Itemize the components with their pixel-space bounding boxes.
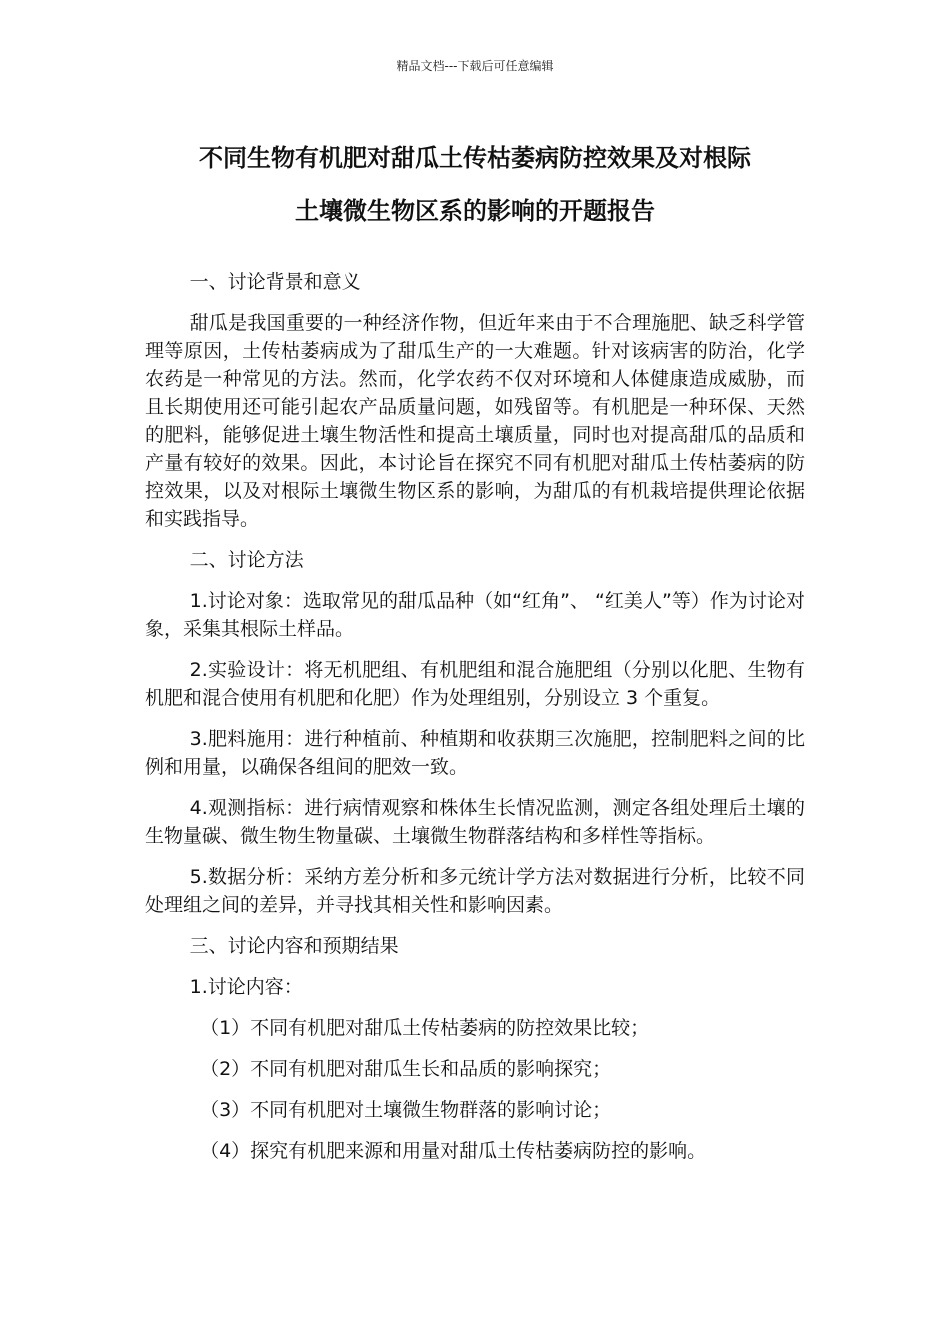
document-body <box>145 268 805 1178</box>
paragraph-background: 甜瓜是我国重要的一种经济作物，但近年来由于不合理施肥、缺乏科学管理等原因，土传枯萎病成为了甜瓜生产的一大难题。针对该病害的防治，化学农药是一种常见的方法。然而，化学农药不仅对环境和人体健康造成威胁，而且长期使用还可能引起农产品质量问题，如残留等。有机肥是一种环保、天然的肥料，能够促进土壤生物活性和提高土壤质量，同时也对提高甜瓜的品质和产量有较好的效果。因此，本讨论旨在探究不同有机肥对甜瓜土传枯萎病的防控效果，以及对根际土壤微生物区系的影响，为甜瓜的有机栽培提供理论依据和实践指导。 <box>145 312 805 530</box>
title-line-2: 土壤微生物区系的影响的开题报告 <box>295 197 655 225</box>
method-item-indicators: 4.观测指标：进行病情观察和株体生长情况监测，测定各组处理后土壤的生物量碳、微生物生物量碳、土壤微生物群落结构和多样性等指标。 <box>145 797 805 847</box>
method-item-fertilization: 3.肥料施用：进行种植前、种植期和收获期三次施肥，控制肥料之间的比例和用量，以确保各组间的肥效一致。 <box>145 728 805 778</box>
section-heading-content: 三、讨论内容和预期结果 <box>189 935 399 957</box>
list-item: （4）探究有机肥来源和用量对甜瓜土传枯萎病防控的影响。 <box>200 1140 707 1162</box>
method-item-design: 2.实验设计：将无机肥组、有机肥组和混合施肥组（分别以化肥、生物有机肥和混合使用有机肥和化肥）作为处理组别，分别设立 3 个重复。 <box>145 659 805 709</box>
title-line-1: 不同生物有机肥对甜瓜土传枯萎病防控效果及对根际 <box>199 144 751 172</box>
list-item: （2）不同有机肥对甜瓜生长和品质的影响探究； <box>200 1058 612 1080</box>
section-heading-methods: 二、讨论方法 <box>189 549 304 571</box>
method-item-subjects: 1.讨论对象：选取常见的甜瓜品种（如“红角”、 “红美人”等）作为讨论对象，采集其根际土样品。 <box>145 590 805 640</box>
section-heading-background: 一、讨论背景和意义 <box>189 271 361 293</box>
document-title <box>120 132 830 238</box>
header-note: 精品文档---下载后可任意编辑 <box>396 59 554 73</box>
list-item: （3）不同有机肥对土壤微生物群落的影响讨论； <box>200 1099 612 1121</box>
subheading-research-content: 1.讨论内容： <box>189 976 303 998</box>
method-item-analysis: 5.数据分析：采纳方差分析和多元统计学方法对数据进行分析，比较不同处理组之间的差异，并寻找其相关性和影响因素。 <box>145 866 805 916</box>
list-item: （1）不同有机肥对甜瓜土传枯萎病的防控效果比较； <box>200 1017 650 1039</box>
